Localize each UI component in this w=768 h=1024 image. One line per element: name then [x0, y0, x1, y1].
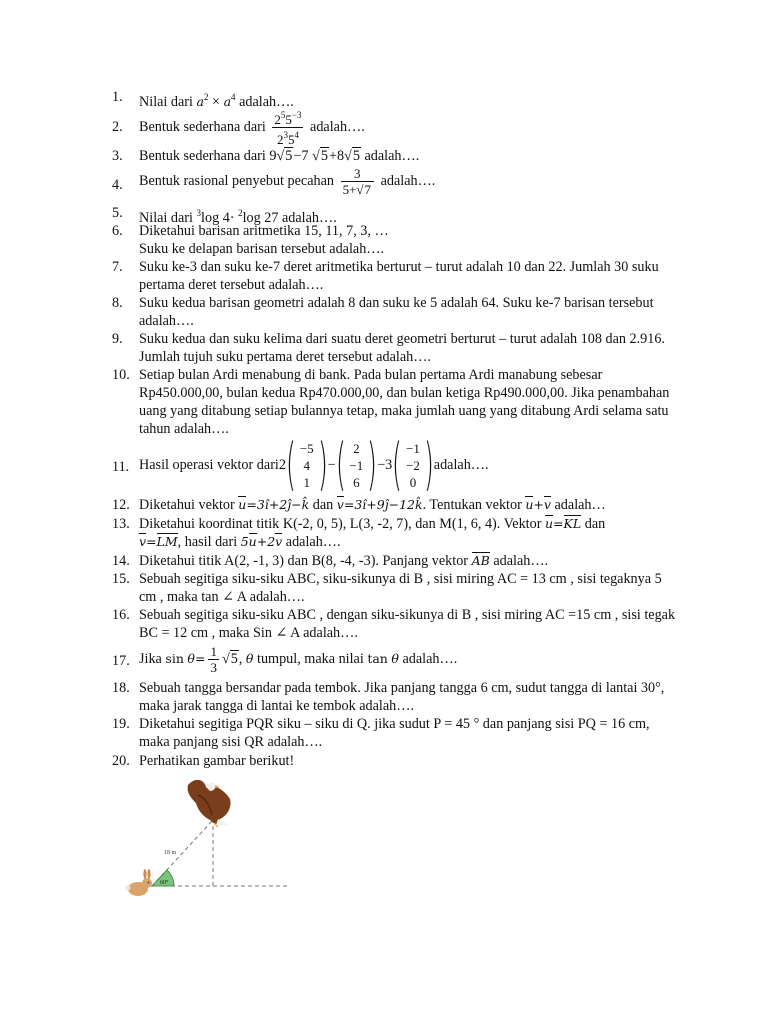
question-19: 19. Diketahui segitiga PQR siku – siku di Q. jika sudut P = 45 ° dan panjang sisi PQ = 16 cm, maka panjang sisi QR adalah….	[112, 716, 650, 750]
fraction: $\frac{3}{5+√7}$	[341, 166, 374, 197]
question-14: 14. Diketahui titik A(2, -1, 3) dan B(8, -4, -3). Panjang vektor AB adalah….	[112, 553, 549, 569]
question-10: 10. Setiap bulan Ardi menabung di bank. Pada bulan pertama Ardi manabung sebesar Rp450.000,00, bulan kedua Rp470.000,00, dan bulan ketiga Rp490.000,00. Jika penambahan uang yang ditabung setiap bulannya tetap, maka jumlah uang yang ditabung Ardi selama satu tahun adalah….	[112, 367, 670, 437]
question-1: 1. Nilai dari $a^2 \times a^4$ adalah….	[112, 89, 294, 110]
question-18: 18. Sebuah tangga bersandar pada tembok. Jika panjang tangga 6 cm, sudut tangga di lantai 30°, maka jarak tangga di lantai ke tembok adalah….	[112, 680, 665, 714]
vector-2: 2 −1 6	[349, 440, 364, 490]
question-11: 11. Hasil operasi vektor dari 2 ( −5 4 1 ) − ( 2 −1 6 ) −3 ( −1 −2 0 ) adalah….	[112, 432, 489, 497]
eagle-rabbit-figure	[120, 775, 300, 905]
eagle-icon	[188, 780, 231, 827]
question-16: 16. Sebuah segitiga siku-siku ABC , dengan siku-sikunya di B , sisi miring AC =15 cm , sisi tegak BC = 12 cm , maka Sin ∠ A adalah….	[112, 607, 676, 641]
question-7: 7. Suku ke-3 dan suku ke-7 deret aritmetika berturut – turut adalah 10 dan 22. Jumlah 30 suku pertama deret tersebut adalah….	[112, 259, 659, 293]
question-15: 15. Sebuah segitiga siku-siku ABC, siku-sikunya di B , sisi miring AC = 13 cm , sisi tegaknya 5 cm , maka tan ∠ A adalah….	[112, 571, 662, 605]
fraction: $\frac{2^55^{-3}}{2^35^4}$	[274, 110, 302, 147]
question-8: 8. Suku kedua barisan geometri adalah 8 dan suku ke 5 adalah 64. Suku ke-7 barisan tersebut adalah….	[112, 295, 654, 329]
question-12: 12. Diketahui vektor u=3î+2ĵ−k̂ dan v=3î+9ĵ−12k̂. Tentukan vektor u+v adalah…	[112, 497, 606, 513]
angle-label: 60°	[160, 880, 169, 886]
vector-1: −5 4 1	[299, 440, 314, 490]
question-20: 20. Perhatikan gambar berikut!	[112, 753, 295, 769]
rabbit-icon	[126, 869, 153, 896]
question-2: 2. Bentuk sederhana dari $\frac{2^55^{-3}}{2^35^4}$ adalah….	[112, 110, 365, 147]
question-13: 13. Diketahui koordinat titik K(-2, 0, 5), L(3, -2, 7), dan M(1, 6, 4). Vektor u=KL dan v=LM, hasil dari 5u+2v adalah….	[112, 516, 606, 550]
question-4: 4. Bentuk rasional penyebut pecahan $\frac{3}{5+√7}$ adalah….	[112, 166, 436, 197]
vector-3: −1 −2 0	[406, 440, 420, 490]
question-6: 6. Diketahui barisan aritmetika 15, 11, 7, 3, … Suku ke delapan barisan tersebut adalah….	[112, 223, 389, 257]
distance-label: 18 m	[164, 850, 177, 856]
question-17: 17. Jika sin θ= $\frac{1}{3}$ √5, θ tumpul, maka nilai tan θ adalah….	[112, 644, 458, 675]
fraction: $\frac{1}{3}$	[210, 644, 217, 675]
question-3: 3. Bentuk sederhana dari 9√5−7 √5+8√5 adalah….	[112, 148, 420, 164]
question-5: 5. Nilai dari $^3$log 4· $^2$log 27 adalah….	[112, 205, 337, 226]
question-9: 9. Suku kedua dan suku kelima dari suatu deret geometri berturut – turut adalah 108 dan 2.916. Jumlah tujuh suku pertama deret tersebut adalah….	[112, 331, 665, 365]
